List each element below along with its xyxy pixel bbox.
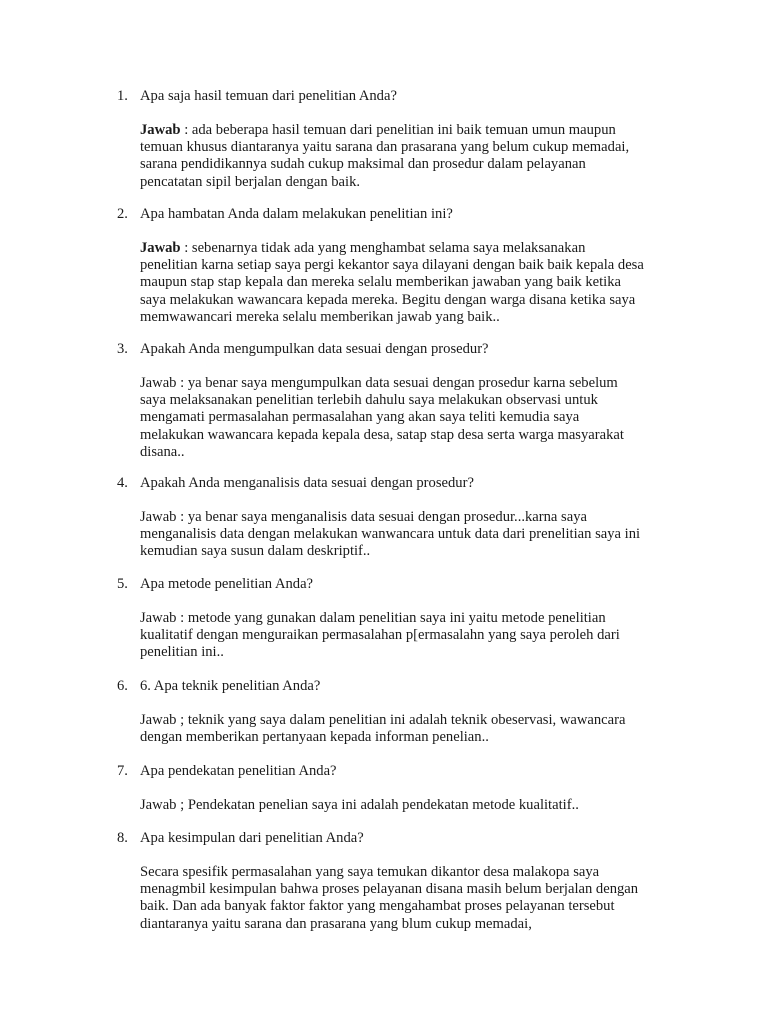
answer-line: mengamati permasalahan permasalahan yang akan saya teliti kemudia saya <box>140 409 580 426</box>
answer-block <box>140 610 680 662</box>
answer-line: diantaranya yaitu sarana dan prasarana yang blum cukup memadai, <box>140 915 532 932</box>
question-number: 3. <box>117 341 128 357</box>
question-number: 1. <box>117 88 128 104</box>
answer-line: penelitian karna setiap saya pergi kekantor saya dilayani dengan baik baik kepala desa <box>140 257 644 274</box>
answer-line: kualitatif dengan menguraikan permasalahan p[ermasalahn yang saya peroleh dari <box>140 627 620 644</box>
answer-block <box>140 509 680 561</box>
answer-block <box>140 864 680 933</box>
answer-line: pencatatan sipil berjalan dengan baik. <box>140 173 361 190</box>
question-text: Apa metode penelitian Anda? <box>140 576 314 592</box>
question-text: Apa saja hasil temuan dari penelitian Anda? <box>140 88 397 104</box>
answer-line: memwawancari mereka selalu memberikan jawab yang baik.. <box>140 308 500 325</box>
answer-line: baik. Dan ada banyak faktor faktor yang mengahambat proses pelayanan tersebut <box>140 898 615 915</box>
answer-block <box>140 712 680 746</box>
answer-line: menganalisis data dengan melakukan wanwancara untuk data dari prenelitian saya ini <box>140 526 641 543</box>
answer-line: dengan memberikan pertanyaan kepada informan penelian.. <box>140 729 489 746</box>
answer-line: Secara spesifik permasalahan yang saya temukan dikantor desa malakopa saya <box>140 864 600 880</box>
question-number: 5. <box>117 576 128 592</box>
answer-line: Jawab : metode yang gunakan dalam penelitian saya ini yaitu metode penelitian <box>140 610 606 626</box>
answer-line: temuan khusus diantaranya yaitu sarana dan prasarana yang belum cukup memadai, <box>140 139 630 156</box>
question-text: Apa pendekatan penelitian Anda? <box>140 763 337 779</box>
answer-line: menagmbil kesimpulan bahwa proses pelayanan disana masih belum berjalan dengan <box>140 881 639 898</box>
answer-line: saya melakukan wawancara kepada mereka. Begitu dengan warga disana ketika saya <box>140 291 636 308</box>
question-number: 2. <box>117 206 128 222</box>
answer-line <box>140 240 680 257</box>
answer-line: penelitian ini.. <box>140 644 224 661</box>
answer-line <box>140 122 680 139</box>
answer-block <box>140 797 680 814</box>
question-number: 7. <box>117 763 128 779</box>
question-text: Apakah Anda mengumpulkan data sesuai dengan prosedur? <box>140 341 489 357</box>
answer-block <box>140 375 680 461</box>
question-number: 4. <box>117 475 128 491</box>
answer-label: Jawab <box>140 240 181 256</box>
answer-line: Jawab ; Pendekatan penelian saya ini adalah pendekatan metode kualitatif.. <box>140 797 579 813</box>
answer-line: kemudian saya susun dalam deskriptif.. <box>140 543 371 560</box>
answer-line: disana.. <box>140 443 185 460</box>
question-text: Apa kesimpulan dari penelitian Anda? <box>140 830 364 846</box>
question-text: Apa hambatan Anda dalam melakukan penelitian ini? <box>140 206 453 222</box>
answer-line: saya melaksanakan penelitian terlebih dahulu saya melakukan observasi untuk <box>140 392 598 409</box>
answer-block <box>140 240 680 326</box>
answer-text: : sebenarnya tidak ada yang menghambat selama saya melaksanakan <box>180 240 586 256</box>
answer-line: maupun stap stap kepala dan mereka selalu memberikan jawaban yang baik ketika <box>140 274 622 291</box>
answer-label: Jawab <box>140 122 181 138</box>
question-number: 8. <box>117 830 128 846</box>
question-text: Apakah Anda menganalisis data sesuai dengan prosedur? <box>140 475 474 491</box>
answer-line: Jawab : ya benar saya menganalisis data sesuai dengan prosedur...karna saya <box>140 509 587 525</box>
answer-line: sarana pendidikannya sudah cukup maksimal dan prosedur dalam pelayanan <box>140 156 586 173</box>
question-number: 6. <box>117 678 128 694</box>
answer-line: melakukan wawancara kepada kepala desa, satap stap desa serta warga masyarakat <box>140 426 624 443</box>
answer-line: Jawab : ya benar saya mengumpulkan data sesuai dengan prosedur karna sebelum <box>140 375 618 391</box>
answer-block <box>140 122 680 191</box>
answer-text: : ada beberapa hasil temuan dari penelitian ini baik temuan umun maupun <box>180 122 616 138</box>
question-text: 6. Apa teknik penelitian Anda? <box>140 678 321 694</box>
answer-line: Jawab ; teknik yang saya dalam penelitian ini adalah teknik obeservasi, wawancara <box>140 712 626 728</box>
